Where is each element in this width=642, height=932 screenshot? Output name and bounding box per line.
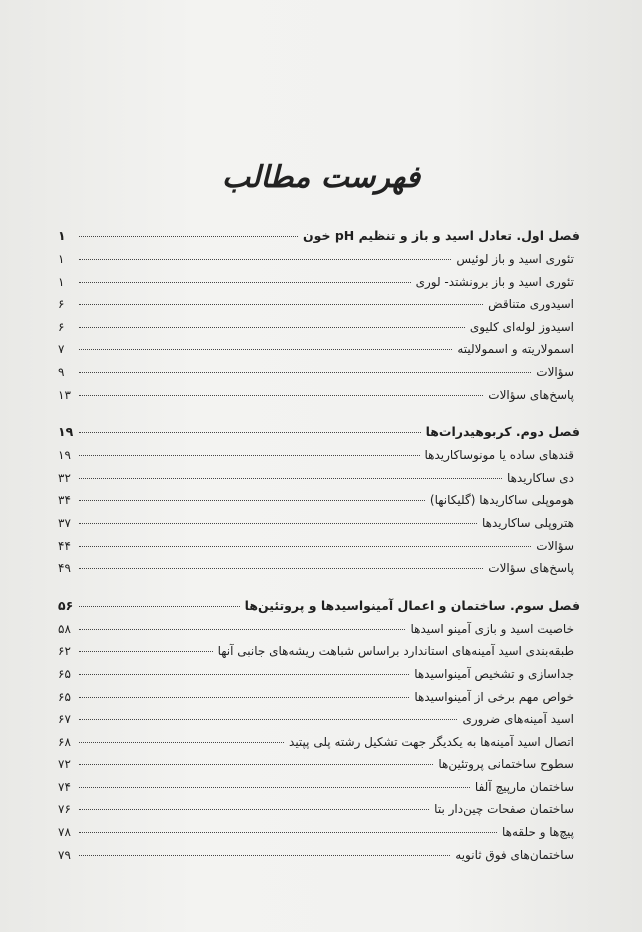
dot-leader bbox=[79, 304, 483, 305]
page-number: ۳۲ bbox=[58, 470, 71, 485]
dot-leader bbox=[79, 546, 531, 547]
page-number: ۷ bbox=[58, 342, 65, 357]
toc-section bbox=[58, 424, 580, 584]
dot-leader bbox=[79, 500, 425, 501]
dot-leader bbox=[79, 372, 531, 373]
toc-chapter-label: فصل سوم. ساختمان و اعمال آمینواسیدها و پروتئین‌ها bbox=[244, 597, 580, 613]
toc-entry-label: طبقه‌بندی اسید آمینه‌های استاندارد براساس شباهت ریشه‌های جانبی آنها bbox=[217, 644, 574, 659]
page-number: ۱۹ bbox=[58, 448, 71, 463]
toc-entry-label: قندهای ساده یا مونوساکاریدها bbox=[424, 448, 574, 463]
toc-entry bbox=[58, 493, 580, 516]
toc-entry bbox=[58, 644, 580, 667]
dot-leader bbox=[79, 523, 477, 524]
dot-leader bbox=[79, 568, 483, 569]
toc-entry-label: اسید آمینه‌های ضروری bbox=[462, 712, 574, 727]
toc-chapter bbox=[58, 598, 580, 622]
toc-entry bbox=[58, 780, 580, 803]
toc-entry bbox=[58, 539, 580, 562]
page-number: ۶ bbox=[58, 319, 65, 334]
toc-section bbox=[58, 228, 580, 410]
page-number: ۶۷ bbox=[58, 712, 71, 727]
toc-entry bbox=[58, 712, 580, 735]
dot-leader bbox=[79, 327, 465, 328]
dot-leader bbox=[79, 236, 298, 237]
toc-entry-label: ساختمان‌های فوق ثانویه bbox=[455, 847, 574, 862]
page-number: ۷۹ bbox=[58, 847, 71, 862]
toc-entry-label: خاصیت اسید و بازی آمینو اسیدها bbox=[410, 621, 574, 636]
table-of-contents bbox=[58, 228, 580, 884]
toc-entry bbox=[58, 802, 580, 825]
toc-entry-label: اسیدوری متناقض bbox=[488, 297, 574, 312]
page-number: ۱ bbox=[58, 228, 66, 243]
page-title: فهرست مطالب bbox=[221, 160, 421, 195]
dot-leader bbox=[79, 719, 457, 720]
page-number: ۵۸ bbox=[58, 621, 71, 636]
toc-entry bbox=[58, 690, 580, 713]
page-number: ۴۹ bbox=[58, 561, 71, 576]
toc-chapter bbox=[58, 424, 580, 448]
page-number: ۶۸ bbox=[58, 734, 71, 749]
toc-entry bbox=[58, 297, 580, 320]
toc-entry-label: سؤالات bbox=[536, 364, 574, 379]
toc-entry-label: تئوری اسید و باز لوئیس bbox=[456, 252, 574, 266]
page-number: ۵۶ bbox=[58, 597, 74, 613]
dot-leader bbox=[79, 395, 483, 396]
toc-entry bbox=[58, 735, 580, 758]
toc-entry-label: اتصال اسید آمینه‌ها به یکدیگر جهت تشکیل رشته پلی پپتید bbox=[289, 734, 574, 749]
toc-entry-label: تئوری اسید و باز برونشتد- لوری bbox=[415, 274, 574, 289]
toc-entry bbox=[58, 388, 580, 411]
dot-leader bbox=[79, 432, 421, 433]
toc-chapter-label: فصل دوم. کربوهیدرات‌ها bbox=[425, 424, 580, 440]
toc-entry-label: هوموپلی ساکاریدها (گلیکانها) bbox=[429, 493, 574, 508]
page-number: ۱۳ bbox=[58, 387, 71, 402]
toc-entry bbox=[58, 848, 580, 871]
dot-leader bbox=[79, 455, 420, 456]
page-number: ۷۲ bbox=[58, 757, 71, 772]
page-number: ۷۸ bbox=[58, 825, 71, 840]
dot-leader bbox=[79, 651, 213, 652]
page-number: ۱ bbox=[58, 252, 65, 266]
toc-entry bbox=[58, 561, 580, 584]
dot-leader bbox=[79, 282, 411, 283]
toc-entry-label: پاسخ‌های سؤالات bbox=[488, 561, 574, 576]
page-number: ۷۶ bbox=[58, 802, 71, 817]
dot-leader bbox=[79, 764, 433, 765]
toc-entry-label: هتروپلی ساکاریدها bbox=[482, 515, 574, 530]
toc-entry bbox=[58, 342, 580, 365]
page-number: ۳۴ bbox=[58, 493, 71, 508]
dot-leader bbox=[79, 832, 497, 833]
page-number: ۷۴ bbox=[58, 779, 71, 794]
toc-entry bbox=[58, 471, 580, 494]
page-number: ۶۵ bbox=[58, 689, 71, 704]
toc-section bbox=[58, 598, 580, 871]
toc-entry bbox=[58, 825, 580, 848]
toc-entry-label: پیچ‌ها و حلقه‌ها bbox=[502, 825, 574, 840]
dot-leader bbox=[79, 349, 452, 350]
page-number: ۳۷ bbox=[58, 515, 71, 530]
page-number: ۱ bbox=[58, 274, 65, 289]
toc-entry bbox=[58, 622, 580, 645]
toc-chapter bbox=[58, 228, 580, 252]
dot-leader bbox=[79, 674, 409, 675]
toc-entry-label: اسمولاریته و اسمولالیته bbox=[457, 342, 574, 357]
toc-entry-label: دی ساکاریدها bbox=[506, 470, 574, 485]
dot-leader bbox=[79, 606, 240, 607]
dot-leader bbox=[79, 809, 429, 810]
dot-leader bbox=[79, 478, 502, 479]
toc-entry-label: ساختمان صفحات چین‌دار بتا bbox=[434, 802, 574, 817]
toc-entry bbox=[58, 448, 580, 471]
dot-leader bbox=[79, 697, 409, 698]
toc-entry-label: جداسازی و تشخیص آمینواسیدها bbox=[414, 666, 574, 681]
dot-leader bbox=[79, 855, 450, 856]
toc-entry-label: ساختمان مارپیچ آلفا bbox=[474, 779, 574, 794]
toc-entry-label: سطوح ساختمانی پروتئین‌ها bbox=[438, 757, 574, 772]
toc-entry-label: پاسخ‌های سؤالات bbox=[488, 387, 574, 402]
dot-leader bbox=[79, 742, 284, 743]
toc-entry-label: سؤالات bbox=[536, 538, 574, 553]
toc-entry bbox=[58, 275, 580, 298]
page-number: ۶۵ bbox=[58, 666, 71, 681]
toc-entry bbox=[58, 320, 580, 343]
toc-entry bbox=[58, 516, 580, 539]
page-number: ۱۹ bbox=[58, 424, 74, 440]
toc-entry bbox=[58, 365, 580, 388]
page-number: ۶۲ bbox=[58, 644, 71, 659]
toc-entry bbox=[58, 757, 580, 780]
page-number: ۹ bbox=[58, 364, 65, 379]
dot-leader bbox=[79, 787, 470, 788]
page-number: ۶ bbox=[58, 297, 65, 312]
toc-entry bbox=[58, 667, 580, 690]
dot-leader bbox=[79, 259, 451, 260]
toc-entry-label: خواص مهم برخی از آمینواسیدها bbox=[414, 689, 574, 704]
toc-chapter-label: فصل اول. تعادل اسید و باز و تنظیم pH خون bbox=[302, 228, 580, 243]
toc-entry-label: اسیدوز لوله‌ای کلیوی bbox=[469, 319, 574, 334]
dot-leader bbox=[79, 629, 405, 630]
toc-entry bbox=[58, 252, 580, 275]
page-number: ۴۴ bbox=[58, 538, 71, 553]
